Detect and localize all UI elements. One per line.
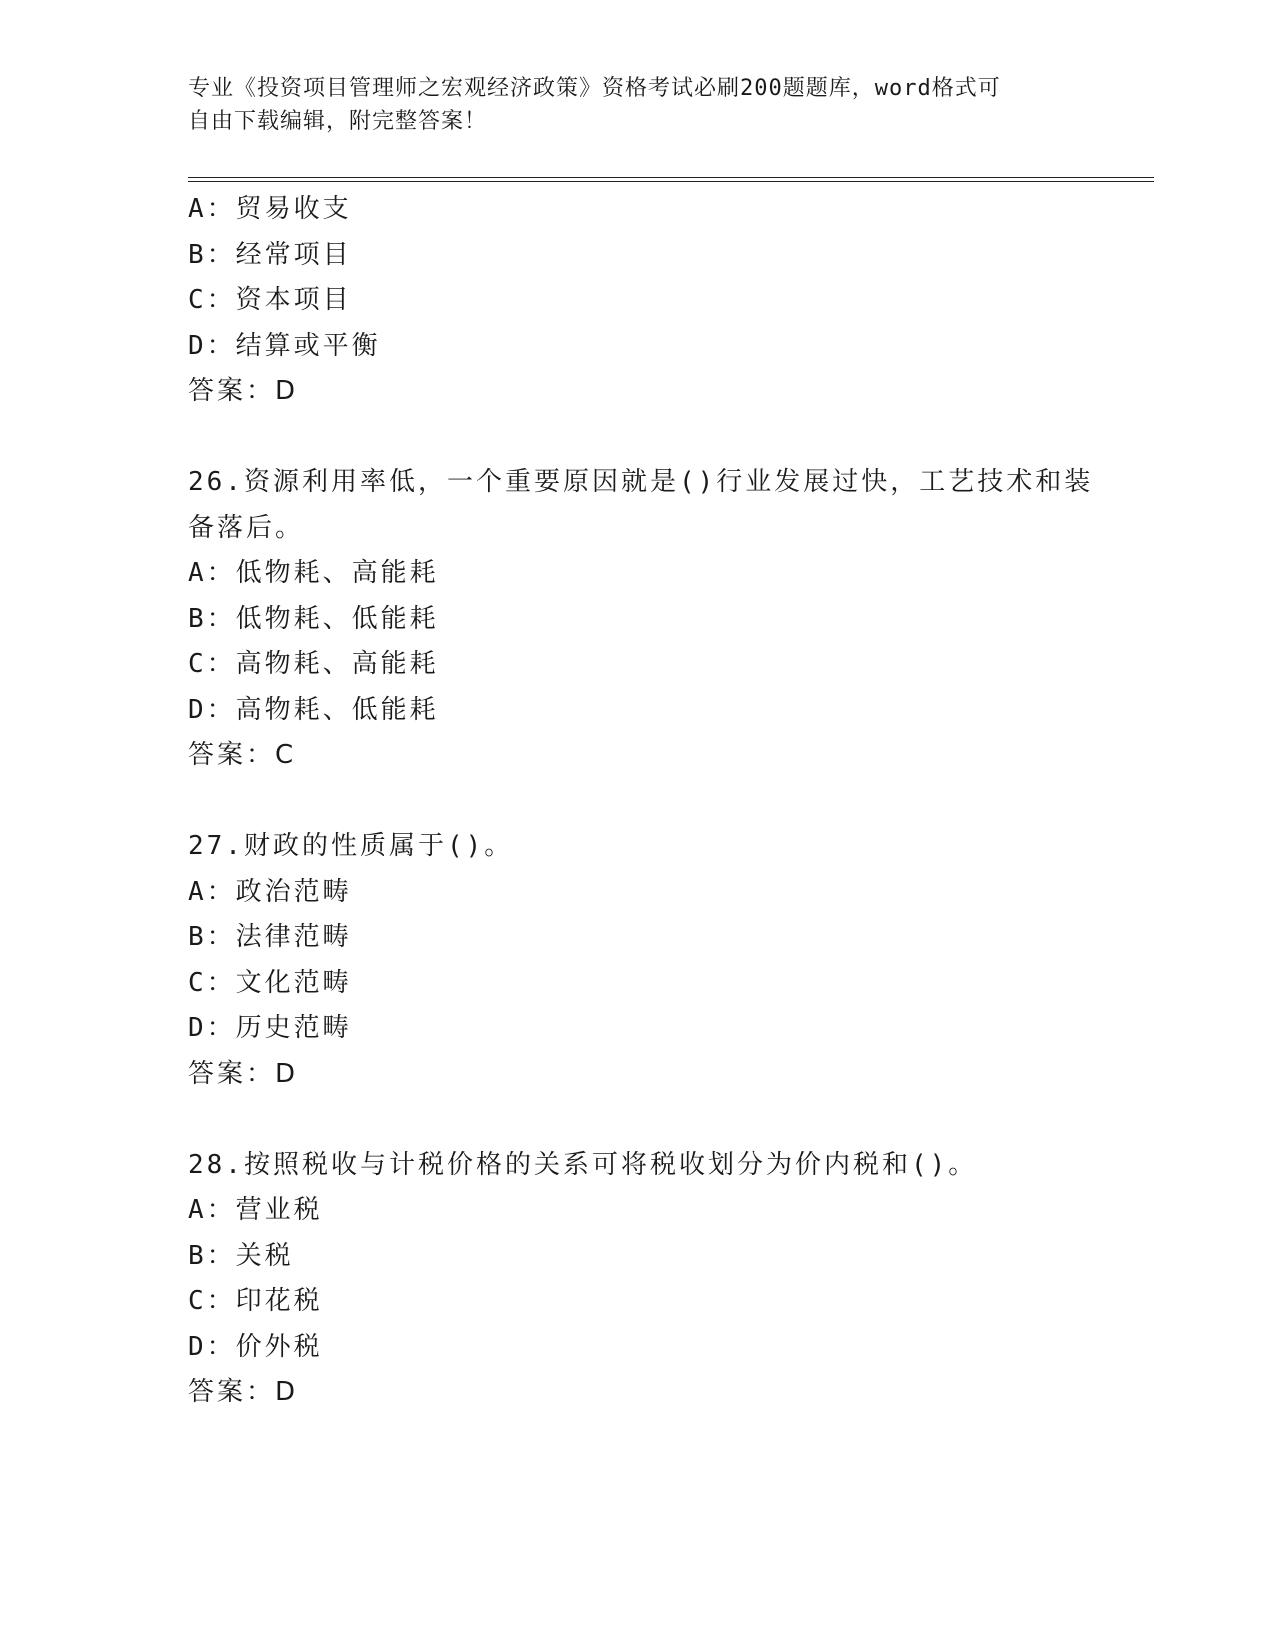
option-c: C：文化范畴 [188,967,352,998]
question-stem-continued: 备落后。 [188,512,305,543]
answer-line: 答案：D [188,1377,299,1407]
question-stem: 28.按照税收与计税价格的关系可将税收划分为价内税和()。 [188,1149,978,1180]
option-a: A：贸易收支 [188,194,352,224]
option-b: B：关税 [188,1240,294,1271]
option-a: A：营业税 [188,1195,323,1225]
option-a: A：低物耗、高能耗 [188,558,439,588]
answer-line: 答案：C [188,740,297,770]
header-line-1: 专业《投资项目管理师之宏观经济政策》资格考试必刷200题题库，word格式可 [188,76,1001,101]
answer-line: 答案：D [188,376,299,406]
document-header [188,72,1088,138]
option-b: B：低物耗、低能耗 [188,603,439,634]
header-divider [188,177,1154,182]
question-stem: 26.资源利用率低，一个重要原因就是()行业发展过快，工艺技术和装 [188,467,1094,497]
option-b: B：法律范畴 [188,922,352,952]
header-line-2: 自由下载编辑，附完整答案！ [188,109,488,134]
option-a: A：政治范畴 [188,876,352,907]
question-25-continued [188,187,1088,415]
document-body [188,187,1094,1416]
question-26 [188,460,1094,779]
option-d: D：高物耗、低能耗 [188,694,439,725]
option-c: C：资本项目 [188,285,352,315]
option-c: C：印花税 [188,1286,323,1316]
question-27 [188,824,1088,1097]
answer-line: 答案：D [188,1058,299,1089]
option-d: D：结算或平衡 [188,330,381,361]
option-c: C：高物耗、高能耗 [188,649,439,679]
option-d: D：价外税 [188,1331,323,1362]
option-b: B：经常项目 [188,239,352,270]
question-28 [188,1143,1088,1416]
option-d: D：历史范畴 [188,1013,352,1043]
question-stem: 27.财政的性质属于()。 [188,831,514,861]
